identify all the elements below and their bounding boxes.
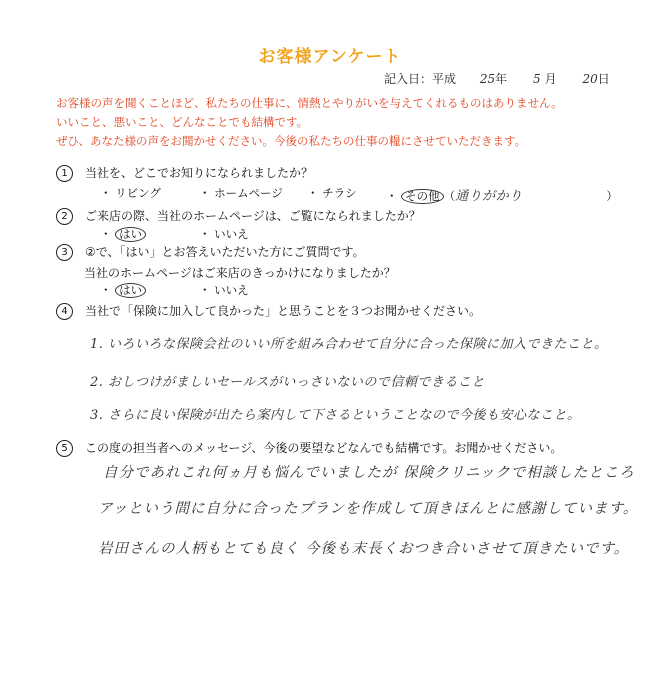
question-4-text: 当社で「保険に加入して良かった」と思うことを３つお聞かせください。 [85, 304, 482, 318]
q1-option-living: ・ リビング [100, 186, 161, 200]
q1-selected-other: その他 [401, 189, 444, 204]
q3-option-yes [100, 282, 146, 298]
q1-answer-handwritten: 通りがかり [455, 189, 523, 204]
question-3 [56, 243, 365, 261]
q3-yes-bullet: ・ [100, 283, 112, 297]
q5-answer-line-3: 岩田さんの人柄もとても良く 今後も末長くおつき合いさせて頂きたいです。 [98, 541, 630, 557]
question-1-number: 1 [56, 165, 73, 182]
q3-option-no: ・ いいえ [199, 283, 249, 297]
date-year-unit: 年 [495, 72, 508, 86]
q1-paren-close: ） [606, 189, 618, 203]
date-day: 20 [582, 72, 598, 86]
date-month: 5 [532, 72, 541, 86]
q5-answer-line-1: 自分であれこれ何ヵ月も悩んでいましたが 保険クリニックで相談したところ [103, 465, 635, 481]
entry-date [384, 70, 610, 87]
intro-line-3: ぜひ、あなた様の声をお聞かせください。今後の私たちの仕事の糧にさせていただきます。 [56, 134, 527, 148]
q4-answer-1: 1. いろいろな保険会社のいい所を組み合わせて自分に合った保険に加入できたこと。 [90, 337, 608, 352]
q1-option-homepage: ・ ホームページ [199, 186, 283, 200]
q2-selected-yes: はい [115, 227, 146, 242]
question-5 [56, 439, 562, 457]
q2-yes-bullet: ・ [100, 227, 112, 241]
q2-option-no: ・ いいえ [199, 227, 249, 241]
q1-option-flyer: ・ チラシ [307, 186, 357, 200]
intro-line-2: いいこと、悪いこと、どんなことでも結構です。 [56, 115, 309, 129]
date-label: 記入日：平成 [384, 72, 457, 86]
q4-answer-2: 2. おしつけがましいセールスがいっさいないので信頼できること [90, 375, 485, 390]
date-day-unit: 日 [597, 72, 610, 86]
q5-answer-line-2: アッという間に自分に合ったプランを作成して頂きほんとに感謝しています。 [98, 501, 639, 517]
q3-selected-yes: はい [115, 283, 146, 298]
q1-paren-open: （ [443, 189, 456, 203]
question-2-text: ご来店の際、当社のホームページは、ご覧になられましたか？ [85, 209, 421, 223]
question-5-number: 5 [56, 440, 73, 457]
q1-option-other [386, 185, 618, 204]
question-2-number: 2 [56, 208, 73, 225]
question-4-number: 4 [56, 303, 73, 320]
question-3-number: 3 [56, 244, 73, 261]
question-5-text: この度の担当者へのメッセージ、今後の要望などなんでも結構です。お聞かせください。 [85, 441, 563, 455]
form-title: お客様アンケート [258, 47, 402, 67]
q1-other-bullet: ・ [386, 189, 398, 203]
intro-line-1: お客様の声を聞くことほど、私たちの仕事に、情熱とやりがいを与えてくれるものはありません。 [56, 96, 563, 110]
q2-option-yes [100, 226, 146, 242]
date-month-unit: 月 [544, 72, 557, 86]
question-2 [56, 207, 421, 225]
date-year: 25 [479, 72, 496, 86]
question-1-text: 当社を、どこでお知りになられましたか？ [85, 166, 314, 180]
question-4 [56, 302, 481, 320]
question-1 [56, 164, 313, 182]
question-3-text: ②で、「はい」とお答えいただいた方にご質問です。 [85, 245, 365, 259]
question-3-subtext: 当社のホームページはご来店のきっかけになりましたか？ [84, 266, 396, 280]
q4-answer-3: 3. さらに良い保険が出たら案内して下さるということなので今後も安心なこと。 [90, 408, 581, 423]
